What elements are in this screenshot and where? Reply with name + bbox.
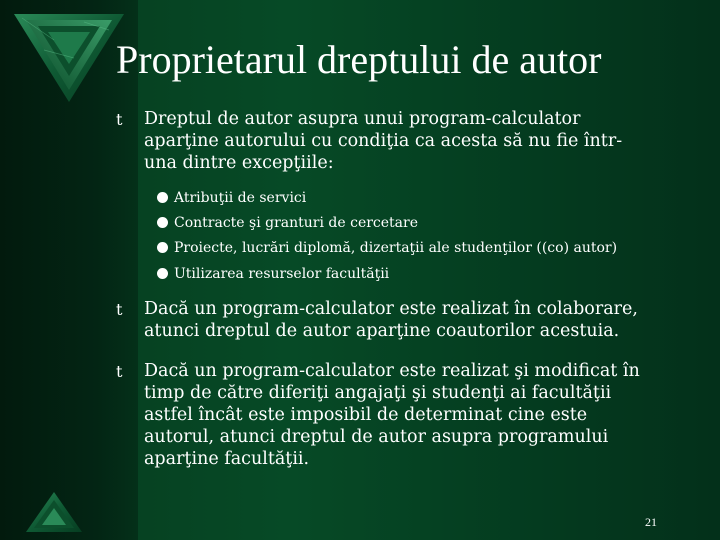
dot-icon [157, 242, 168, 253]
dot-icon [157, 192, 168, 203]
sub-item-label: Atribuţii de servici [174, 190, 307, 206]
page-number: 21 [645, 515, 657, 529]
slide-title: Proprietarul dreptului de autor [116, 37, 602, 82]
marble-small-triangle [26, 492, 82, 532]
sub-item [157, 266, 389, 282]
bullet-icon: t [116, 300, 123, 319]
sub-item-label: Utilizarea resurselor facultăţii [174, 266, 390, 282]
sub-item [157, 215, 418, 231]
bullet-icon: t [116, 362, 123, 381]
sub-item-label: Contracte şi granturi de cercetare [174, 215, 419, 231]
sub-item [157, 190, 306, 206]
dot-icon [157, 268, 168, 279]
marble-triangle-logo [14, 10, 124, 102]
bullet-text: Dacă un program-calculator este realizat în colaborare, atunci dreptul de autor aparţine coautorilor acestuia. [144, 299, 638, 341]
sub-item-label: Proiecte, lucrări diplomă, dizertaţii ale studenţilor ((co) autor) [174, 240, 618, 256]
bullet-text: Dacă un program-calculator este realizat şi modificat în timp de către diferiţi angajaţi şi studenţi ai facultăţii astfel încât este imposibil de determinat cine este autorul, atunci dreptul de autor asupra programului aparţine facultăţii. [144, 361, 640, 469]
dot-icon [157, 217, 168, 228]
bullet-text: Dreptul de autor asupra unui program-calculator aparţine autorului cu condiţia ca acesta să nu fie într- una dintre excepţiile: [144, 109, 623, 173]
bullet-icon: t [116, 110, 123, 129]
sub-item [157, 240, 617, 256]
